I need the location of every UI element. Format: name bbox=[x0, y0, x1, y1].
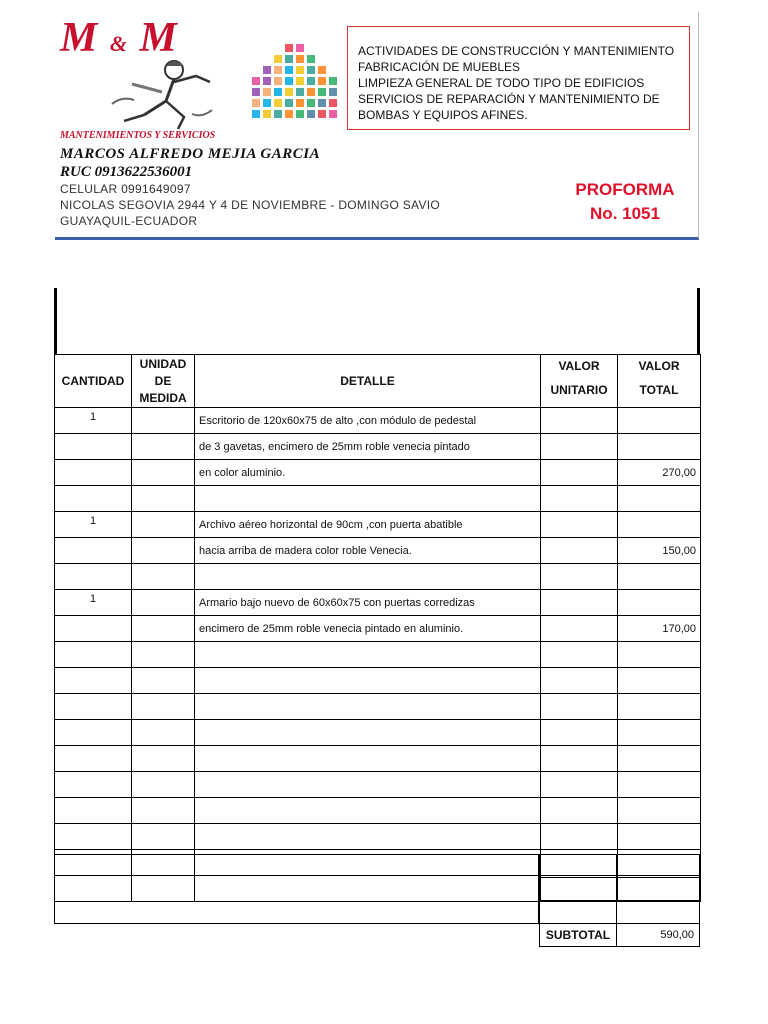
cell-valor-total bbox=[618, 824, 701, 850]
cell-valor-unitario bbox=[541, 434, 618, 460]
header-unidad-line: MEDIDA bbox=[139, 390, 187, 405]
building-block bbox=[252, 110, 260, 118]
building-block bbox=[252, 88, 260, 96]
building-block bbox=[285, 110, 293, 118]
activity-line: FABRICACIÓN DE MUEBLES bbox=[358, 60, 521, 74]
cell-valor-total bbox=[618, 642, 701, 668]
header-unidad-line: DE bbox=[154, 373, 172, 388]
activity-line: ACTIVIDADES DE CONSTRUCCIÓN Y MANTENIMIENTO bbox=[358, 44, 675, 58]
totals-cell bbox=[616, 854, 700, 878]
cell-cantidad bbox=[55, 746, 132, 772]
cell-unidad bbox=[132, 798, 195, 824]
building-block bbox=[285, 55, 293, 63]
table-row bbox=[55, 616, 701, 642]
building-block bbox=[274, 110, 282, 118]
cell-detalle bbox=[195, 486, 541, 512]
cell-valor-total: 170,00 bbox=[618, 616, 701, 642]
building-block bbox=[318, 66, 326, 74]
cell-cantidad bbox=[55, 824, 132, 850]
cell-valor-total bbox=[618, 486, 701, 512]
activity-line: LIMPIEZA GENERAL DE TODO TIPO DE EDIFICIOS bbox=[358, 76, 645, 90]
cell-valor-total bbox=[618, 434, 701, 460]
building-block bbox=[307, 66, 315, 74]
cell-unidad bbox=[132, 408, 195, 434]
building-block bbox=[274, 99, 282, 107]
cell-cantidad bbox=[55, 486, 132, 512]
table-row bbox=[55, 798, 701, 824]
header-vt-line: TOTAL bbox=[639, 383, 679, 397]
cell-cantidad bbox=[55, 538, 132, 564]
building-block bbox=[285, 66, 293, 74]
building-block bbox=[307, 110, 315, 118]
building-block bbox=[329, 88, 337, 96]
cell-unidad bbox=[132, 538, 195, 564]
building-block bbox=[263, 110, 271, 118]
cell-unidad bbox=[132, 460, 195, 486]
building-block bbox=[263, 77, 271, 85]
cell-unidad bbox=[132, 772, 195, 798]
table-row bbox=[55, 642, 701, 668]
activity-line: BOMBAS Y EQUIPOS AFINES. bbox=[358, 108, 528, 122]
totals-cell bbox=[616, 900, 700, 924]
cell-detalle: Archivo aéreo horizontal de 90cm ,con puerta abatible bbox=[195, 512, 541, 538]
building-block bbox=[274, 66, 282, 74]
building-block bbox=[252, 77, 260, 85]
cell-valor-total bbox=[618, 590, 701, 616]
activity-line: SERVICIOS DE REPARACIÓN Y MANTENIMIENTO DE bbox=[358, 92, 660, 106]
cell-detalle bbox=[195, 772, 541, 798]
table-row bbox=[55, 564, 701, 590]
header-cantidad: CANTIDAD bbox=[55, 355, 132, 408]
proforma-heading bbox=[560, 178, 690, 226]
building-block bbox=[296, 88, 304, 96]
building-block bbox=[285, 77, 293, 85]
cell-valor-unitario bbox=[541, 720, 618, 746]
cell-valor-unitario bbox=[541, 460, 618, 486]
cell-unidad bbox=[132, 590, 195, 616]
cell-valor-unitario bbox=[541, 538, 618, 564]
owner-name: MARCOS ALFREDO MEJIA GARCIA bbox=[60, 146, 321, 162]
client-info-box bbox=[54, 288, 700, 355]
building-block bbox=[296, 66, 304, 74]
table-row bbox=[55, 590, 701, 616]
table-row bbox=[55, 772, 701, 798]
address: NICOLAS SEGOVIA 2944 Y 4 DE NOVIEMBRE - DOMINGO SAVIO bbox=[60, 198, 441, 212]
building-block bbox=[285, 88, 293, 96]
building-block bbox=[252, 99, 260, 107]
table-row bbox=[55, 460, 701, 486]
cell-valor-unitario bbox=[541, 798, 618, 824]
cell-cantidad bbox=[55, 720, 132, 746]
cell-cantidad: 1 bbox=[55, 408, 132, 434]
cell-unidad bbox=[132, 720, 195, 746]
cell-unidad bbox=[132, 434, 195, 460]
cell-detalle bbox=[195, 824, 541, 850]
header-valor-unitario bbox=[541, 355, 618, 408]
cell-detalle bbox=[195, 642, 541, 668]
cell-valor-unitario bbox=[541, 408, 618, 434]
cell-detalle bbox=[195, 746, 541, 772]
cell-cantidad bbox=[55, 460, 132, 486]
cell-valor-total bbox=[618, 746, 701, 772]
building-block bbox=[285, 44, 293, 52]
colorful-building-icon bbox=[246, 36, 346, 126]
building-block bbox=[263, 88, 271, 96]
subtotal-label: SUBTOTAL bbox=[539, 923, 617, 947]
cell-valor-unitario bbox=[541, 746, 618, 772]
header-vt-line: VALOR bbox=[638, 359, 680, 373]
building-block bbox=[307, 99, 315, 107]
cell-valor-total bbox=[618, 408, 701, 434]
building-block bbox=[274, 55, 282, 63]
building-block bbox=[285, 99, 293, 107]
cell-detalle bbox=[195, 720, 541, 746]
header-detalle: DETALLE bbox=[195, 355, 541, 408]
cell-detalle: de 3 gavetas, encimero de 25mm roble venecia pintado bbox=[195, 434, 541, 460]
cell-detalle: encimero de 25mm roble venecia pintado en aluminio. bbox=[195, 616, 541, 642]
table-row bbox=[55, 746, 701, 772]
cell-unidad bbox=[132, 824, 195, 850]
cell-valor-unitario bbox=[541, 616, 618, 642]
totals-cell bbox=[539, 854, 617, 878]
cell-valor-total bbox=[618, 564, 701, 590]
cell-valor-unitario bbox=[541, 486, 618, 512]
cell-valor-unitario bbox=[541, 590, 618, 616]
building-block bbox=[329, 99, 337, 107]
building-block bbox=[318, 88, 326, 96]
cell-unidad bbox=[132, 486, 195, 512]
building-block bbox=[296, 44, 304, 52]
building-block bbox=[263, 99, 271, 107]
table-row bbox=[55, 694, 701, 720]
cell-unidad bbox=[132, 564, 195, 590]
building-block bbox=[318, 99, 326, 107]
table-row bbox=[55, 538, 701, 564]
cell-cantidad bbox=[55, 772, 132, 798]
building-block bbox=[296, 99, 304, 107]
table-row bbox=[55, 824, 701, 850]
activities-box bbox=[347, 26, 690, 130]
header-unidad-line: UNIDAD bbox=[139, 356, 187, 371]
building-block bbox=[274, 77, 282, 85]
cell-cantidad bbox=[55, 694, 132, 720]
cell-cantidad: 1 bbox=[55, 512, 132, 538]
totals-cell bbox=[616, 877, 700, 901]
cell-detalle bbox=[195, 668, 541, 694]
ruc-number: RUC 0913622536001 bbox=[60, 164, 193, 180]
header-valor-total bbox=[618, 355, 701, 408]
cell-valor-unitario bbox=[541, 772, 618, 798]
proforma-title: PROFORMA bbox=[575, 180, 675, 199]
proforma-number: No. 1051 bbox=[590, 204, 660, 223]
cell-valor-total bbox=[618, 798, 701, 824]
totals-cell bbox=[539, 900, 617, 924]
cell-unidad bbox=[132, 642, 195, 668]
items-table bbox=[54, 354, 701, 902]
phone-number: CELULAR 0991649097 bbox=[60, 182, 191, 196]
totals-cell bbox=[539, 877, 617, 901]
cell-detalle bbox=[195, 798, 541, 824]
table-header-row bbox=[55, 355, 701, 408]
table-row bbox=[55, 720, 701, 746]
cell-valor-total: 270,00 bbox=[618, 460, 701, 486]
building-block bbox=[329, 110, 337, 118]
table-row bbox=[55, 486, 701, 512]
cell-detalle bbox=[195, 694, 541, 720]
cell-valor-total bbox=[618, 694, 701, 720]
building-block bbox=[329, 77, 337, 85]
cell-unidad bbox=[132, 616, 195, 642]
totals-section bbox=[54, 854, 700, 948]
cell-unidad bbox=[132, 694, 195, 720]
company-tagline: MANTENIMIENTOS Y SERVICIOS bbox=[60, 130, 216, 141]
notes-box bbox=[54, 854, 539, 924]
cell-detalle: en color aluminio. bbox=[195, 460, 541, 486]
cell-detalle: hacia arriba de madera color roble Venecia. bbox=[195, 538, 541, 564]
company-logo: M & M bbox=[60, 15, 178, 61]
cell-unidad bbox=[132, 746, 195, 772]
cell-valor-unitario bbox=[541, 694, 618, 720]
cell-valor-total bbox=[618, 720, 701, 746]
cell-cantidad bbox=[55, 642, 132, 668]
building-block bbox=[296, 55, 304, 63]
table-row bbox=[55, 434, 701, 460]
building-block bbox=[307, 55, 315, 63]
building-block bbox=[307, 77, 315, 85]
building-block bbox=[318, 77, 326, 85]
cell-unidad bbox=[132, 512, 195, 538]
cell-cantidad bbox=[55, 798, 132, 824]
cell-detalle: Escritorio de 120x60x75 de alto ,con módulo de pedestal bbox=[195, 408, 541, 434]
cell-valor-unitario bbox=[541, 824, 618, 850]
cell-cantidad bbox=[55, 434, 132, 460]
cell-valor-total bbox=[618, 512, 701, 538]
header-unidad bbox=[132, 355, 195, 408]
cell-valor-total: 150,00 bbox=[618, 538, 701, 564]
building-block bbox=[318, 110, 326, 118]
cell-detalle: Armario bajo nuevo de 60x60x75 con puertas corredizas bbox=[195, 590, 541, 616]
building-block bbox=[296, 77, 304, 85]
cell-valor-total bbox=[618, 772, 701, 798]
table-row bbox=[55, 512, 701, 538]
header-vu-line: VALOR bbox=[558, 359, 600, 373]
city: GUAYAQUIL-ECUADOR bbox=[60, 214, 198, 228]
building-block bbox=[296, 110, 304, 118]
table-row bbox=[55, 668, 701, 694]
table-row bbox=[55, 408, 701, 434]
header-vu-line: UNITARIO bbox=[550, 383, 608, 397]
cell-valor-unitario bbox=[541, 564, 618, 590]
building-block bbox=[263, 66, 271, 74]
worker-mascot-icon bbox=[92, 54, 222, 134]
building-block bbox=[307, 88, 315, 96]
cell-valor-unitario bbox=[541, 512, 618, 538]
cell-cantidad bbox=[55, 668, 132, 694]
subtotal-value: 590,00 bbox=[616, 923, 700, 947]
cell-valor-unitario bbox=[541, 668, 618, 694]
cell-valor-total bbox=[618, 668, 701, 694]
cell-valor-unitario bbox=[541, 642, 618, 668]
cell-detalle bbox=[195, 564, 541, 590]
cell-cantidad: 1 bbox=[55, 590, 132, 616]
cell-cantidad bbox=[55, 616, 132, 642]
cell-unidad bbox=[132, 668, 195, 694]
building-block bbox=[274, 88, 282, 96]
cell-cantidad bbox=[55, 564, 132, 590]
